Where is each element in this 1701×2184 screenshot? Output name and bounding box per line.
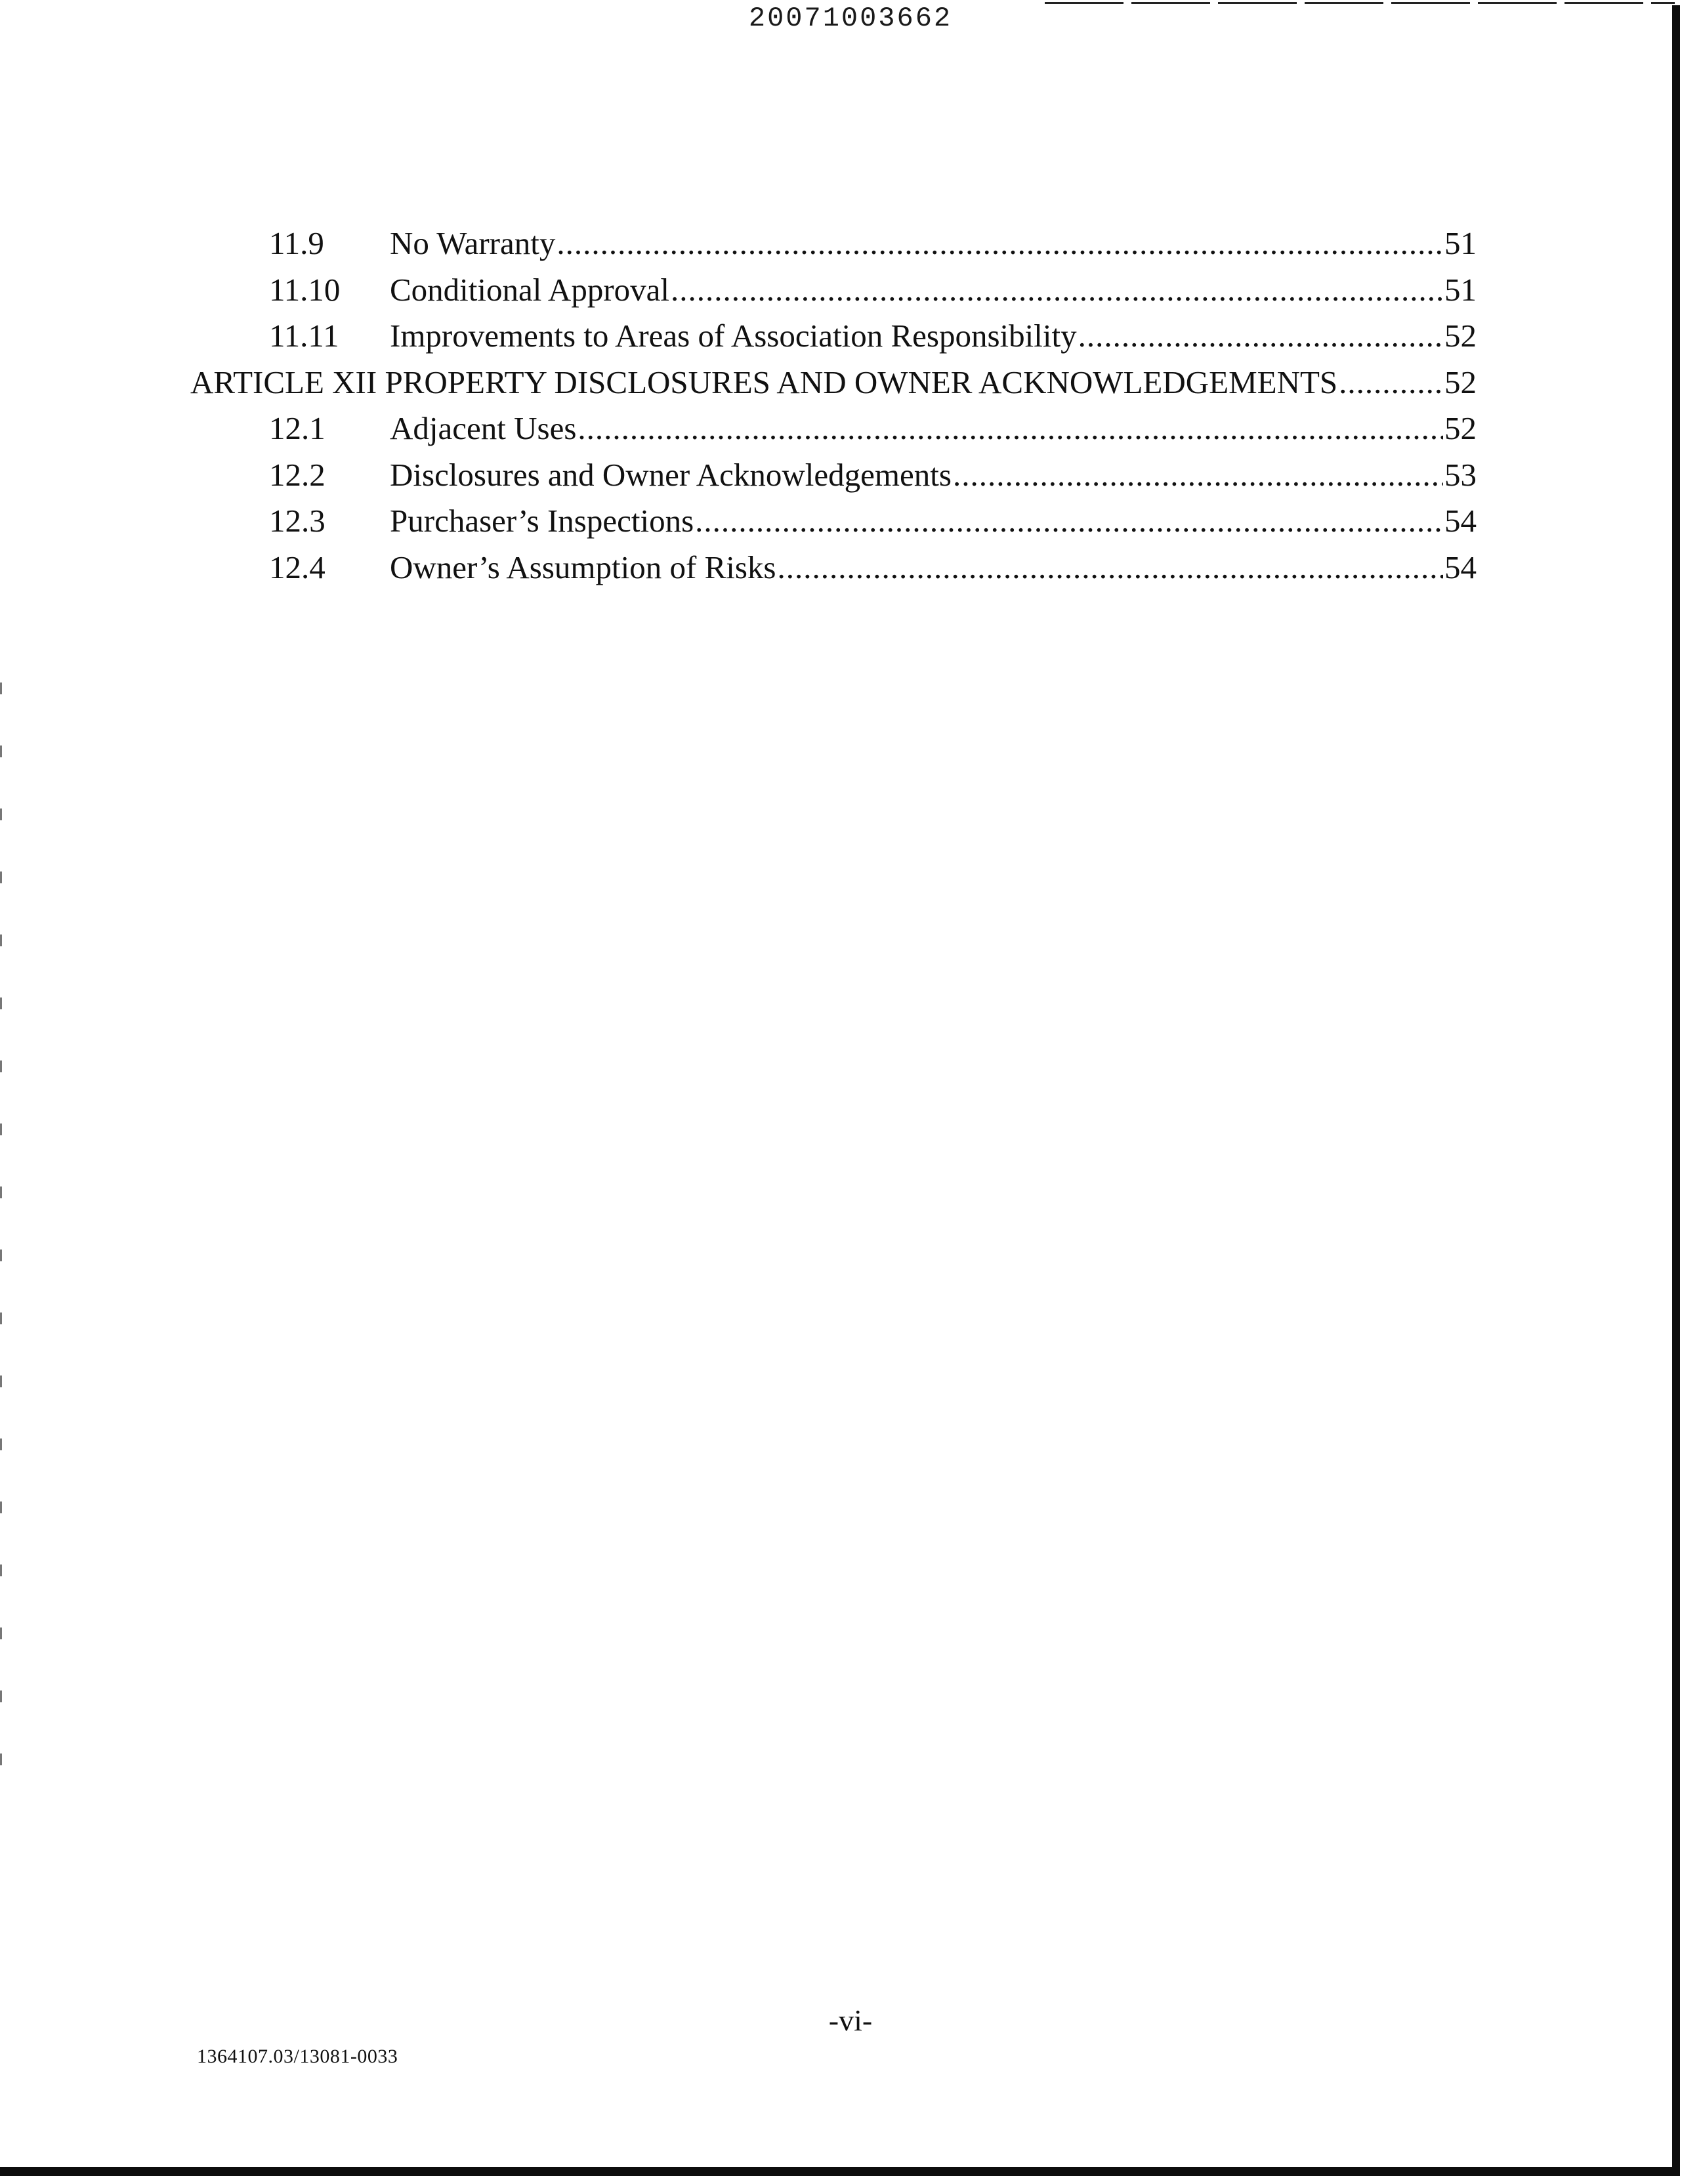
- toc-entry-number: 11.10: [269, 271, 341, 308]
- toc-entry: [190, 545, 1477, 591]
- toc-dot-leader: [1339, 360, 1443, 406]
- toc-dot-leader: [1078, 313, 1443, 359]
- toc-dot-leader: [671, 267, 1443, 313]
- toc-entry-number: 12.1: [269, 410, 326, 446]
- toc-entry-title: Conditional Approval: [390, 271, 669, 308]
- toc-entry: [190, 452, 1477, 499]
- toc-dot-leader: [556, 220, 1443, 266]
- toc-entry: [190, 313, 1477, 360]
- toc-dot-leader: [778, 545, 1443, 591]
- toc-entry-number: 12.3: [269, 503, 326, 539]
- toc-entry-number: 12.4: [269, 549, 326, 585]
- scan-left-edge-marks: [0, 682, 2, 1798]
- toc-entry: [190, 267, 1477, 314]
- toc-entry: [190, 406, 1477, 452]
- toc-entry-title: Purchaser’s Inspections: [390, 503, 694, 539]
- toc-article-title: ARTICLE XII PROPERTY DISCLOSURES AND OWNER ACKNOWLEDGEMENTS: [190, 364, 1338, 400]
- toc-dot-leader: [695, 498, 1443, 544]
- toc-entry-title: No Warranty: [390, 225, 556, 261]
- toc-entry: [190, 498, 1477, 545]
- toc-entry-title: Owner’s Assumption of Risks: [390, 549, 776, 585]
- toc-entry-title: Disclosures and Owner Acknowledgements: [390, 456, 952, 493]
- toc-entry-page: 52: [1444, 318, 1477, 354]
- toc-entry-page: 51: [1444, 225, 1477, 261]
- toc-entry-title: Adjacent Uses: [390, 410, 577, 446]
- toc-entry-page: 54: [1444, 503, 1477, 539]
- toc-dot-leader: [578, 406, 1443, 452]
- toc-entry-page: 52: [1444, 410, 1477, 446]
- scan-right-border: [1672, 5, 1680, 2171]
- recording-number: 20071003662: [748, 3, 953, 34]
- toc-entry-page: 54: [1444, 549, 1477, 585]
- toc-entry: [190, 220, 1477, 267]
- table-of-contents: [190, 220, 1477, 591]
- toc-entry-number: 11.9: [269, 225, 324, 261]
- scan-bottom-border: [0, 2167, 1680, 2176]
- toc-entry-number: 12.2: [269, 456, 326, 493]
- page-number: -vi-: [828, 2004, 873, 2037]
- document-id: 1364107.03/13081-0033: [197, 2046, 398, 2067]
- toc-entry-page: 53: [1444, 456, 1477, 493]
- toc-entry-page: 52: [1444, 364, 1477, 400]
- toc-article-heading: [190, 360, 1477, 406]
- toc-entry-title: Improvements to Areas of Association Responsibility: [390, 318, 1077, 354]
- toc-dot-leader: [953, 452, 1443, 498]
- toc-entry-number: 11.11: [269, 318, 339, 354]
- toc-entry-page: 51: [1444, 271, 1477, 308]
